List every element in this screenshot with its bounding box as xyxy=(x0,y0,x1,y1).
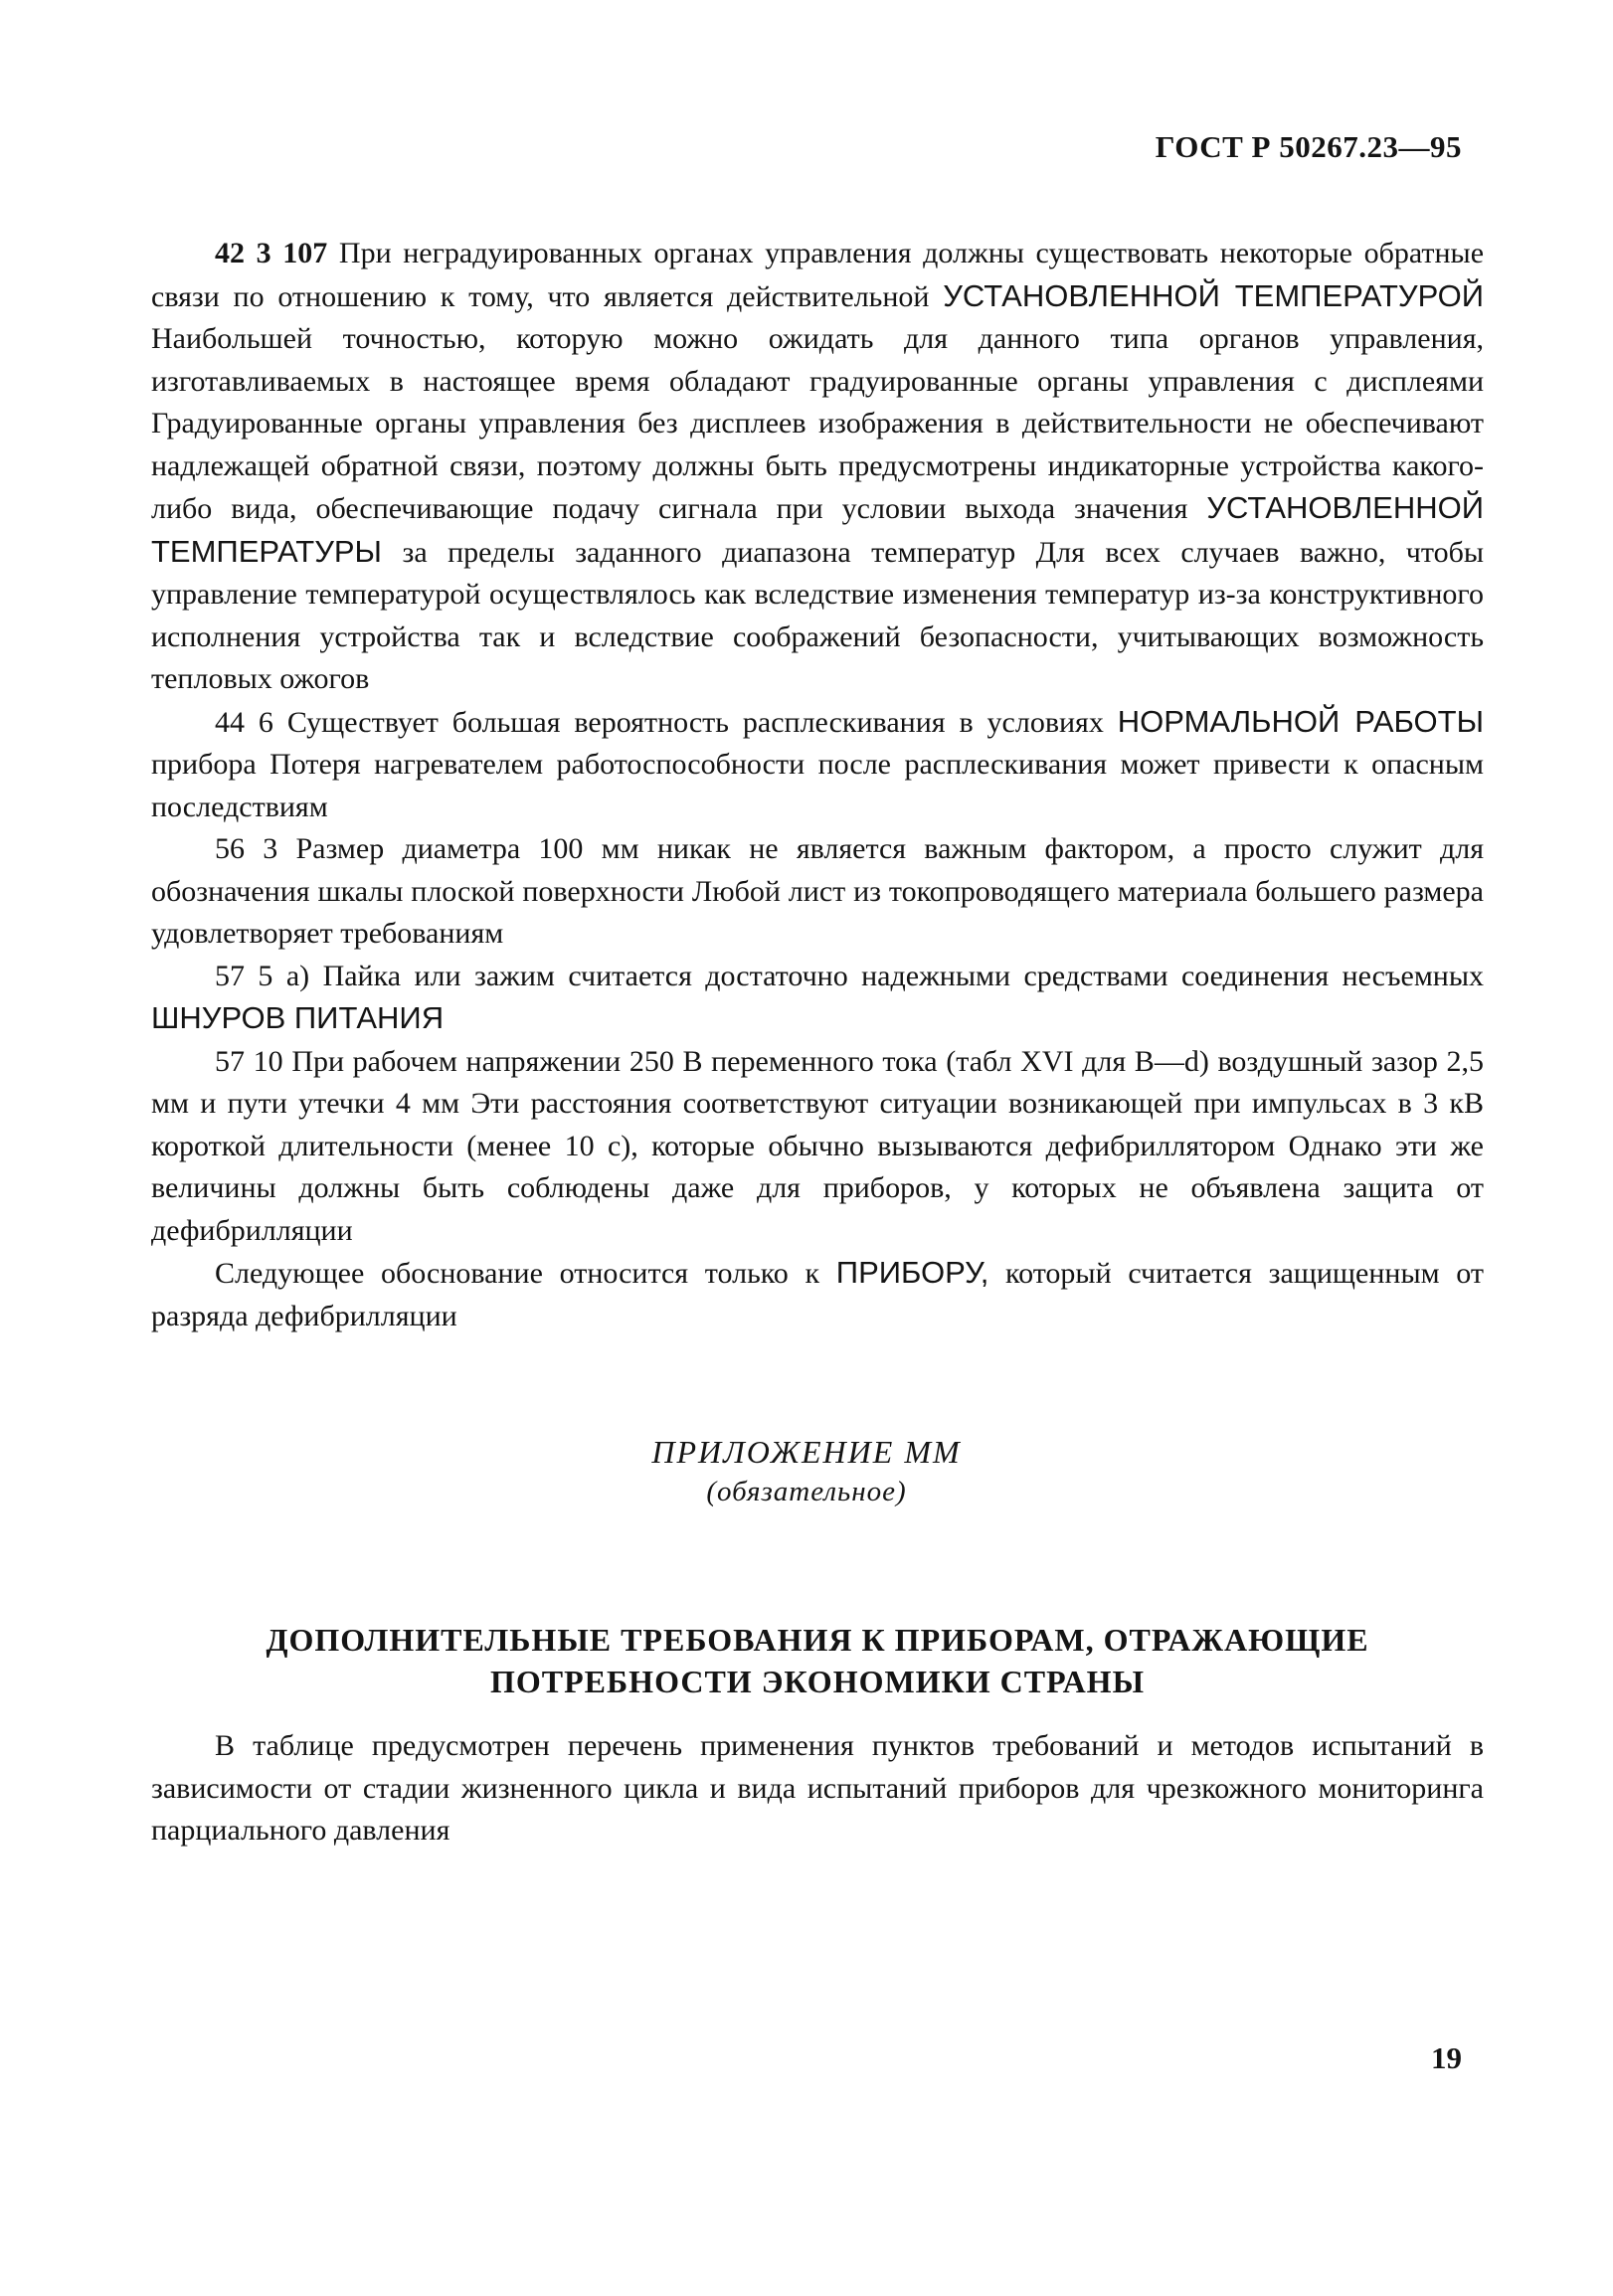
paragraph-57-5-a xyxy=(151,956,1484,1041)
defined-term: УСТАНОВЛЕННОЙ ТЕМПЕРАТУРОЙ xyxy=(943,277,1484,313)
appendix-title: ПРИЛОЖЕНИЕ ММ xyxy=(651,1434,962,1470)
section-title-line: ПОТРЕБНОСТИ ЭКОНОМИКИ СТРАНЫ xyxy=(490,1664,1145,1699)
paragraph-text: Размер диаметра 100 мм никак не является важным фактором, а просто служит для обозначения шкалы плоской поверхности Любой лист из токопроводящего материала большего размера удовлетворяет требованиям xyxy=(151,832,1485,950)
paragraph-text: Следующее обоснование относится только к xyxy=(215,1257,820,1290)
defined-term: НОРМАЛЬНОЙ РАБОТЫ xyxy=(1117,703,1485,739)
paragraph-text: прибора Потеря нагревателем работоспособности после расплескивания может привести к опасным последствиям xyxy=(151,748,1484,823)
paragraph-44-6 xyxy=(151,701,1484,829)
paragraph-text: При рабочем напряжении 250 В переменного тока (табл XVI для B—d) воздушный зазор 2,5 мм и пути утечки 4 мм Эти расстояния соответствуют ситуации возникающей при импульсах в 3 кВ короткой длительности (менее 10 с), которые обычно вызываются дефибриллятором Однако эти же величины должны быть соблюдены даже для приборов, у которых не объявлена защита от дефибрилляции xyxy=(151,1044,1485,1247)
section-title-line: ДОПОЛНИТЕЛЬНЫЕ ТРЕБОВАНИЯ К ПРИБОРАМ, ОТРАЖАЮЩИЕ xyxy=(266,1622,1369,1658)
clause-number: 44 6 xyxy=(215,705,273,739)
clause-number: 56 3 xyxy=(215,832,278,865)
clause-number: 57 10 xyxy=(215,1044,283,1078)
defined-term: ШНУРОВ ПИТАНИЯ xyxy=(151,1000,445,1035)
defined-term: ПРИБОРУ, xyxy=(835,1255,989,1290)
paragraph-42-3-107 xyxy=(151,233,1484,701)
paragraph-text: При неградуированных органах управления должны существовать некоторые обратные связи по отношению к тому, что является действительной xyxy=(151,237,1485,313)
paragraph-57-10 xyxy=(151,1041,1484,1253)
rationale-text xyxy=(151,233,1484,1337)
paragraph-text: Существует большая вероятность расплескивания в условиях xyxy=(286,705,1104,739)
paragraph-56-3 xyxy=(151,828,1484,956)
paragraph-text: Пайка или зажим считается достаточно надежными средствами соединения несъемных xyxy=(322,959,1485,992)
defined-term: УСТАНОВЛЕННОЙ ТЕМПЕРАТУРЫ xyxy=(151,490,1485,569)
clause-number: 42 3 107 xyxy=(215,237,328,269)
paragraph-text: который считается защищенным от разряда дефибрилляции xyxy=(151,1257,1484,1332)
page-number: 19 xyxy=(1431,2040,1462,2075)
paragraph-text: за пределы заданного диапазона температур Для всех случаев важно, чтобы управление температурой осуществлялось как вследствие изменения температур из-за конструктивного исполнения устройства так и вследствие соображений безопасности, учитывающих возможность тепловых ожогов xyxy=(151,535,1485,695)
clause-number: 57 5 а) xyxy=(215,959,310,992)
paragraph-defibrillation xyxy=(151,1252,1484,1337)
section-title xyxy=(151,1619,1484,1702)
paragraph-text: Наибольшей точностью, которую можно ожидать для данного типа органов управления, изготавливаемых в настоящее время обладают градуированные органы управления с дисплеями Градуированные органы управления без дисплеев изображения в действительности не обеспечивают надлежащей обратной связи, поэтому должны быть предусмотрены индикаторные устройства какого-либо вида, обеспечивающие подачу сигнала при условии выхода значения xyxy=(151,322,1484,525)
section-intro: В таблице предусмотрен перечень применения пунктов требований и методов испытаний в зависимости от стадии жизненного цикла и вида испытаний приборов для чрезкожного мониторинга парциального давления xyxy=(151,1729,1484,1847)
standard-code: ГОСТ Р 50267.23—95 xyxy=(1155,129,1462,164)
appendix-status: (обязательное) xyxy=(706,1476,907,1507)
